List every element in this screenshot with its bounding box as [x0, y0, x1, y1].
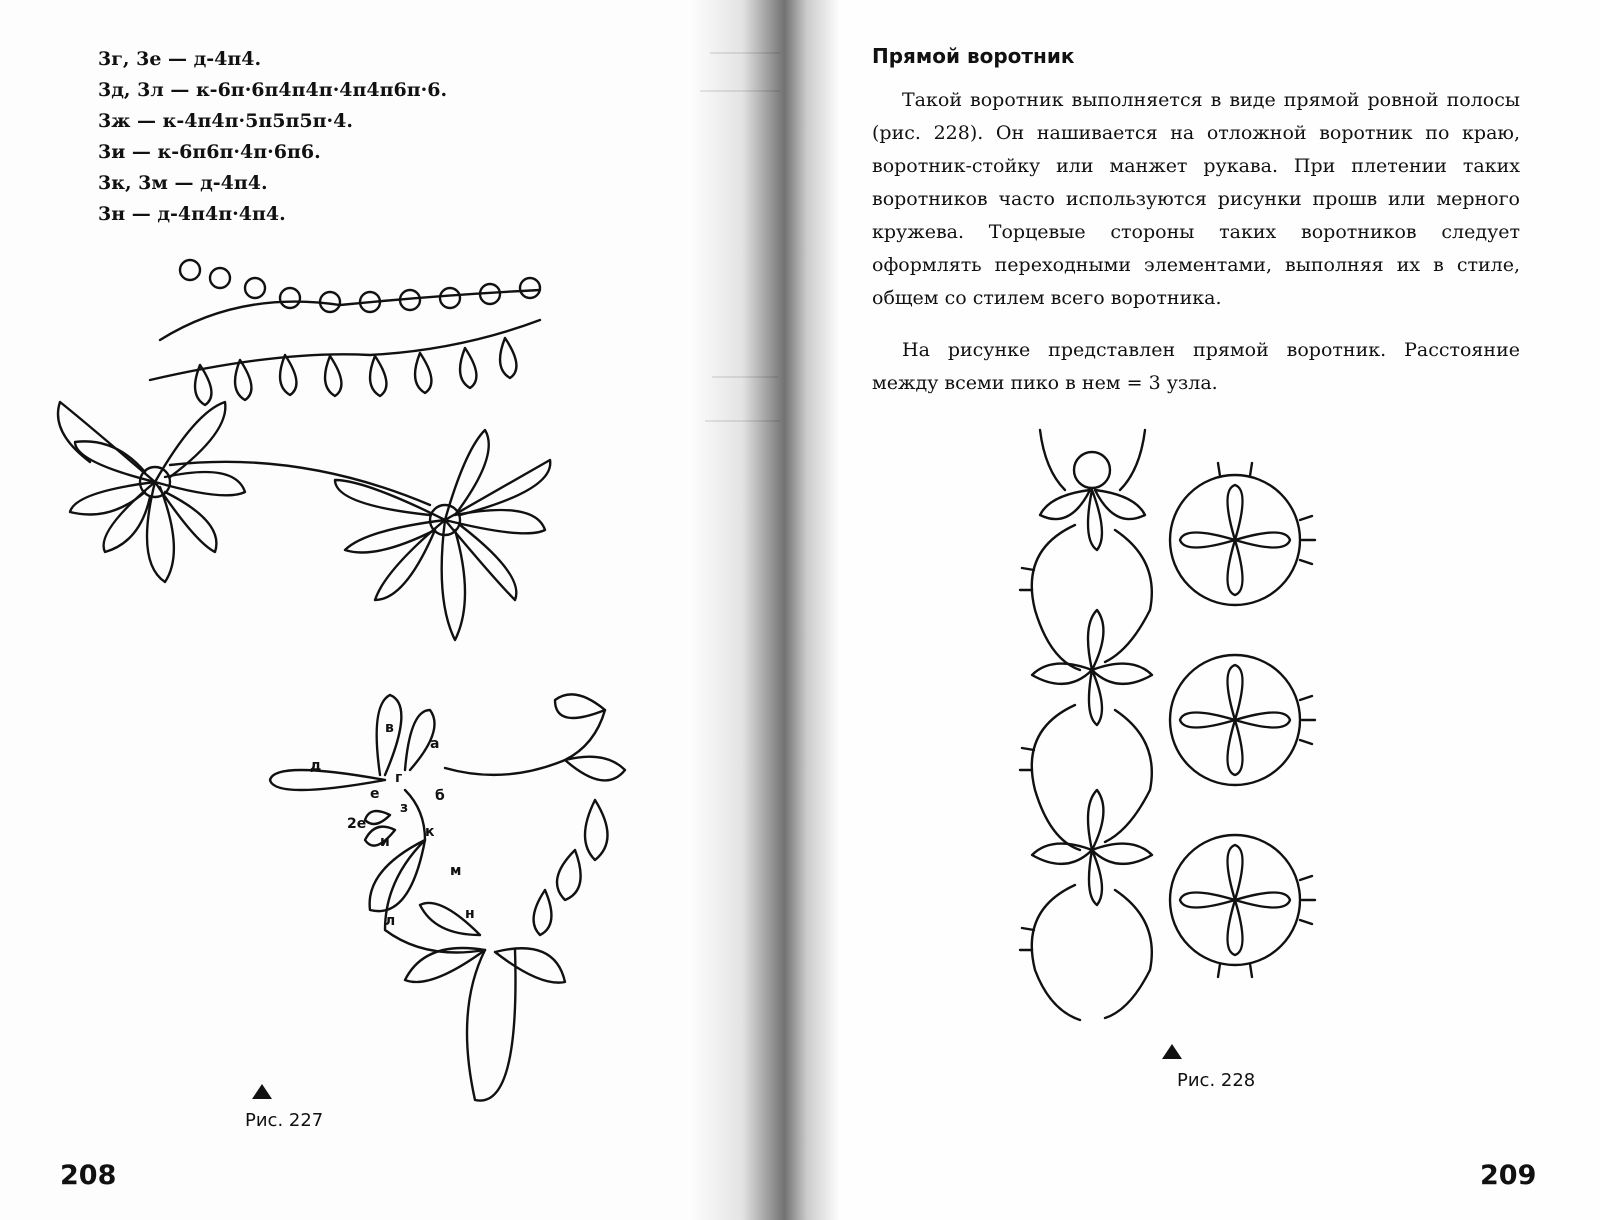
lace-chain	[150, 320, 540, 380]
formula-line: 3к, 3м — д-4п4.	[98, 172, 268, 194]
diagram-label: л	[385, 913, 396, 929]
diagram-label: 2е	[347, 816, 367, 832]
diagram-label: б	[435, 788, 445, 804]
formula-line: 3н — д-4п4п·4п4.	[98, 203, 286, 225]
collar-lace-diagram	[40, 250, 640, 690]
diagram-label: а	[430, 736, 440, 752]
diagram-label: к	[425, 824, 435, 840]
section-heading: Прямой воротник	[872, 44, 1075, 68]
diagram-label: е	[370, 786, 380, 802]
lace-picot-ticks	[1020, 463, 1315, 977]
lace-chain	[170, 462, 430, 505]
lace-chain	[445, 710, 605, 775]
diagram-label: и	[380, 834, 390, 850]
lace-left-column	[1032, 430, 1152, 1020]
diagram-label: м	[450, 863, 462, 879]
body-paragraph: Такой воротник выполняется в виде прямой ровной полосы (рис. 228). Он нашивается на отложной воротник по краю, воротник-стойку или манжет рукава. При плетении таких воротников часто используются рисунки прошв или мерного кружева. Торцевые стороны таких воротников следует оформлять переходными элементами, выполняя их в стиле, общем со стилем всего воротника.	[872, 89, 1520, 309]
page-number: 208	[60, 1160, 117, 1191]
formula-line: 3ж — к-4п4п·5п5п5п·4.	[98, 110, 353, 132]
diagram-label: г	[395, 770, 403, 786]
left-page	[0, 0, 790, 1220]
figure-caption: Рис. 228	[1177, 1070, 1256, 1091]
formula-line: 3г, 3е — д-4п4.	[98, 48, 262, 70]
diagram-label: в	[385, 720, 394, 736]
straight-collar-lace-diagram	[1020, 430, 1350, 1030]
diagram-label: н	[465, 906, 475, 922]
diagram-label: д	[310, 758, 322, 774]
labeled-lace-diagram	[265, 690, 685, 1120]
lace-left-flower	[58, 402, 245, 582]
formula-list	[98, 44, 618, 230]
caption-triangle-icon	[252, 1084, 272, 1099]
body-paragraph: На рисунке представлен прямой воротник. Расстояние между всеми пико в нем = 3 узла.	[872, 339, 1520, 394]
page-number: 209	[1480, 1160, 1537, 1191]
lace-right-column	[1170, 475, 1300, 965]
lace-hanging-loops	[195, 338, 516, 405]
lace-chain	[160, 290, 540, 340]
caption-triangle-icon	[1162, 1044, 1182, 1059]
right-page	[790, 0, 1600, 1220]
figure-caption: Рис. 227	[245, 1110, 324, 1131]
diagram-label: з	[400, 800, 409, 816]
formula-line: 3д, 3л — к-6п·6п4п4п·4п4п6п·6.	[98, 79, 448, 101]
formula-line: 3и — к-6п6п·4п·6п6.	[98, 141, 321, 163]
lace-right-flower	[335, 430, 550, 640]
lace-top-rings	[180, 260, 540, 312]
